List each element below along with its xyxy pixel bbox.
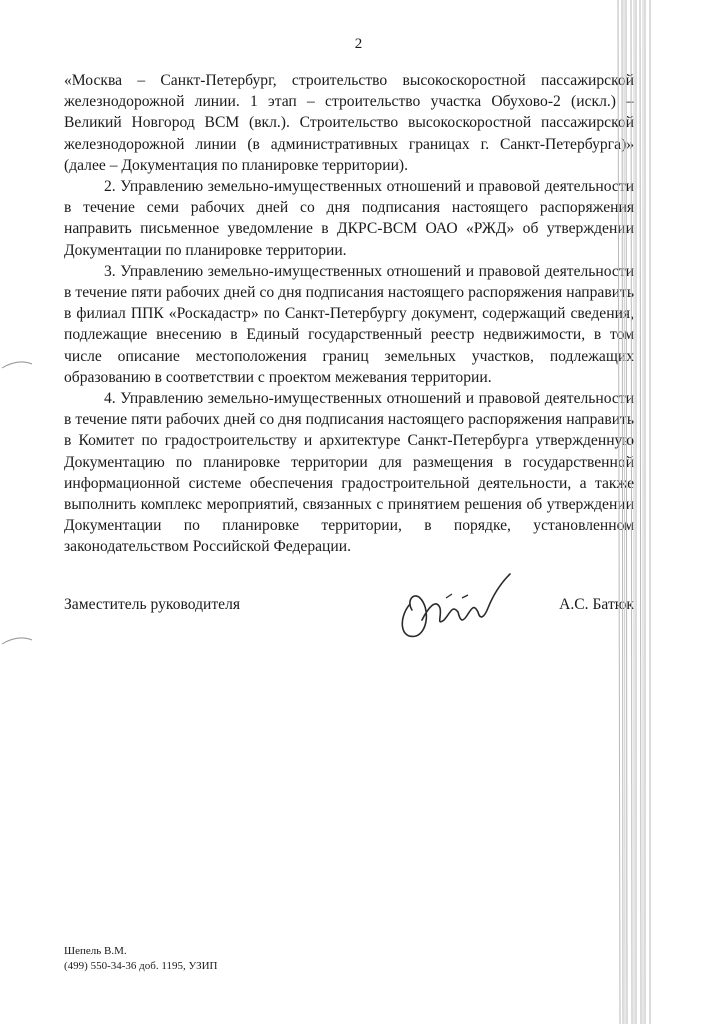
signatory-name: А.С. Батюк <box>559 596 634 613</box>
paragraph-item-3: 3. Управлению земельно-имущественных отношений и правовой деятельности в течение пяти рабочих дней со дня подписания настоящего распоряжения направить в филиал ППК «Роскадастр» по Санкт-Петербургу документ, содержащий сведения, подлежащие внесению в Единый государственный реестр недвижимости, в том числе описание местоположения границ земельных участков, подлежащих образованию в соответствии с проектом межевания территории. <box>64 262 634 386</box>
document-body <box>64 70 634 558</box>
executor-info <box>64 944 217 974</box>
signatory-role: Заместитель руководителя <box>64 596 241 613</box>
paragraph-continuation: «Москва – Санкт-Петербург, строительство высокоскоростной пассажирской железнодорожной линии. 1 этап – строительство участка Обухово-2 (искл.) – Великий Новгород ВСМ (вкл.). Строительство высокоскоростной пассажирской железнодорожной линии (в административных границах г. Санкт-Петербурга)» (далее – Документация по планировке территории). <box>64 72 634 174</box>
paragraph-item-2: 2. Управлению земельно-имущественных отношений и правовой деятельности в течение семи рабочих дней со дня подписания настоящего распоряжения направить письменное уведомление в ДКРС-ВСМ ОАО «РЖД» об утверждении Документации по планировке территории. <box>64 178 634 259</box>
executor-phone: (499) 550-34-36 доб. 1195, УЗИП <box>64 960 218 972</box>
paragraph-item-4: 4. Управлению земельно-имущественных отношений и правовой деятельности в течение пяти рабочих дней со дня подписания настоящего распоряжения направить в Комитет по градостроительству и архитектуре Санкт-Петербурга утвержденную Документацию по планировке территории для размещения в государственной информационной системе обеспечения градостроительной деятельности, а также выполнить комплекс мероприятий, связанных с принятием решения об утверждении Документации по планировке территории, в порядке, установленном законодательством Российской Федерации. <box>64 390 634 556</box>
page-number: 2 <box>354 36 363 52</box>
executor-name: Шепель В.М. <box>64 945 127 957</box>
signature-block <box>64 596 634 616</box>
handwritten-signature <box>388 568 528 648</box>
